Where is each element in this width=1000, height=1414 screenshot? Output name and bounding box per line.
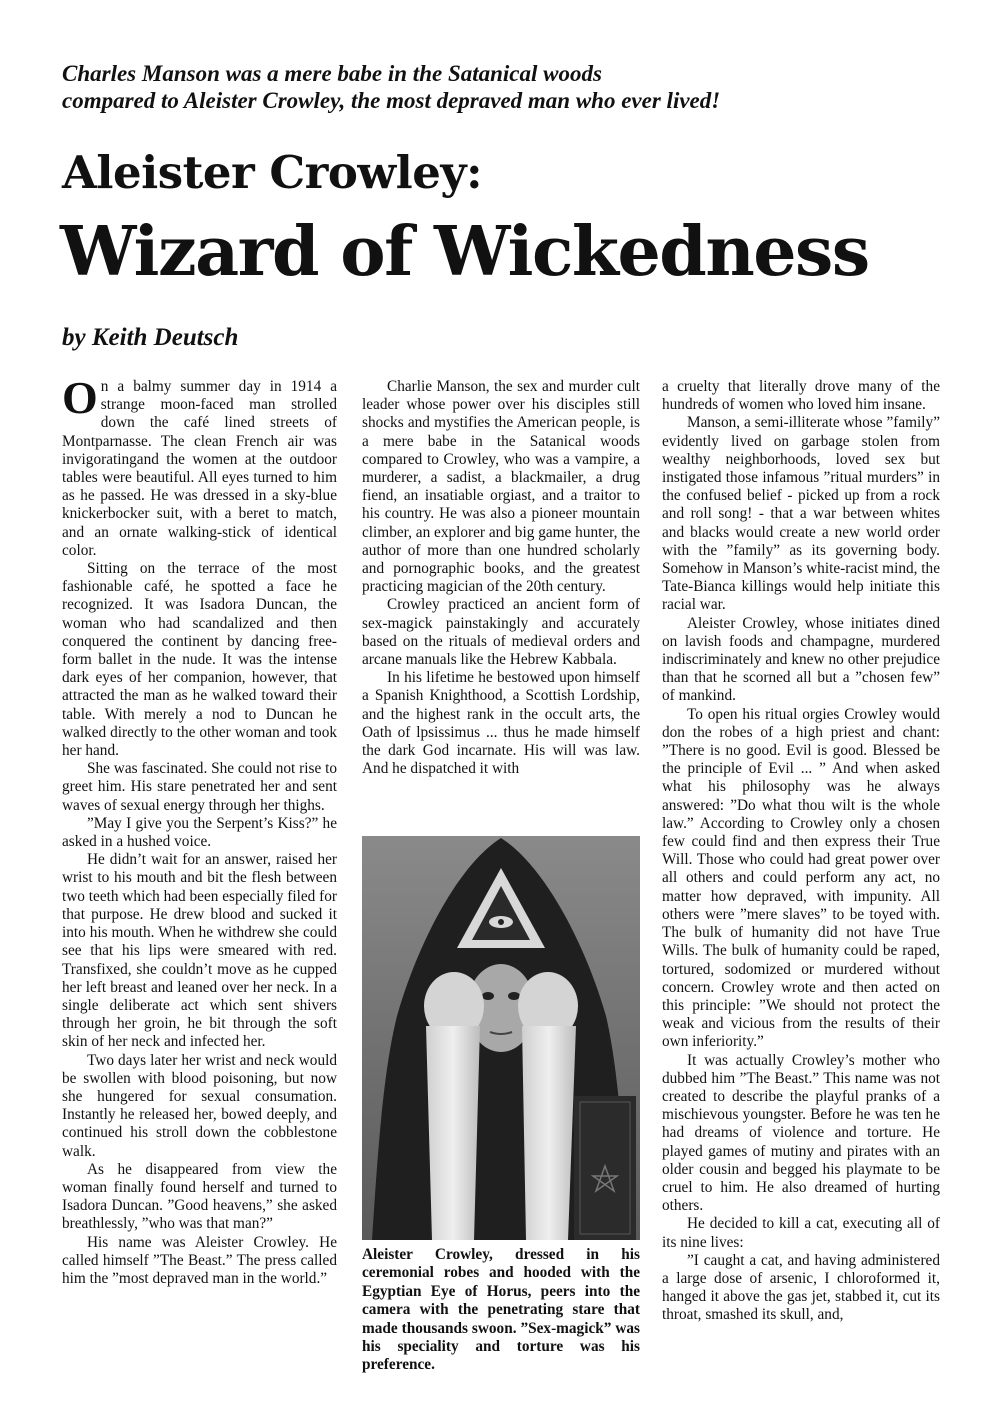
headline-line-1: Aleister Crowley: <box>62 146 483 199</box>
article-column-1 <box>62 372 337 1288</box>
paragraph: Sitting on the terrace of the most fashionable café, he spotted a face he recognized. It was Isadora Duncan, the woman who had scandalized and then conquered the continent by dancing free-form ballet in the nude. It was the intense dark eyes of her companion, however, that attracted the man as he walked toward their table. With merely a nod to Duncan he walked directly to the other woman and took her hand. <box>62 560 337 760</box>
paragraph: a cruelty that literally drove many of the hundreds of women who loved him insane. <box>662 378 940 414</box>
paragraph: ”I caught a cat, and having administered a large dose of arsenic, I chloroformed it, hanged it above the gas jet, stabbed it, cut its throat, smashed its skull, and, <box>662 1251 940 1324</box>
headline-line-2: Wizard of Wickedness <box>60 212 869 292</box>
paragraph: Charlie Manson, the sex and murder cult leader whose power over his disciples still shocks and mystifies the American people, is a mere babe in the Satanical woods compared to Crowley, who was a vampire, a murderer, a sadist, a blackmailer, a drug fiend, an insatiable orgiast, and a traitor to his country. He was also a pioneer mountain climber, an explorer and big game hunter, the author of more than one hundred scholarly and pornographic books, and the greatest practicing magician of the 20th century. <box>362 378 640 596</box>
kicker-line-1: Charles Manson was a mere babe in the Satanical woods <box>62 61 602 86</box>
article-column-3 <box>662 378 940 1325</box>
article-column-2 <box>362 378 640 778</box>
paragraph: Aleister Crowley, whose initiates dined on lavish foods and champagne, murdered indiscriminately and knew no other prejudice than that he scorned all but a ”chosen few” of mankind. <box>662 614 940 705</box>
paragraph: Two days later her wrist and neck would be swollen with blood poisoning, but now she hungered for sexual consumation. Instantly he released her, bowed deeply, and continued his stroll down the cobblestone walk. <box>62 1051 337 1160</box>
paragraph: Manson, a semi-illiterate whose ”family” evidently lived on garbage stolen from wealthy neighborhoods, loved sex but instigated those infamous ”ritual murders” in the confused belief - picked up from a rock and roll song! - that a war between whites and blacks would create a new world order with the ”family” as its governing body. Somehow in Manson’s white-racist mind, the Tate-Bianca killings would help initiate this racial war. <box>662 414 940 614</box>
paragraph: ”May I give you the Serpent’s Kiss?” he asked in a hushed voice. <box>62 814 337 851</box>
paragraph: Crowley practiced an ancient form of sex-magick painstakingly and accurately based on the rituals of medieval orders and arcane manuals like the Hebrew Kabbala. <box>362 596 640 669</box>
kicker <box>62 60 942 114</box>
paragraph: In his lifetime he bestowed upon himself a Spanish Knighthood, a Scottish Lordship, and the highest rank in the occult arts, the Oath of lpsissimus ... thus he made himself the dark God incarnate. His will was law. And he dispatched it with <box>362 669 640 778</box>
drop-cap: O <box>62 372 98 423</box>
paragraph: To open his ritual orgies Crowley would don the robes of a high priest and chant: ”There is no good. Evil is good. Blessed be the principle of Evil ... ” And when asked what his philosophy was he always answered: ”Do what thou wilt is the whole law.” According to Crowley only a chosen few could find and then express their True Will. Those who could had great power over all others and could perform any act, no matter how depraved, with impunity. All others were ”mere slaves” to be toyed with. The bulk of humanity did not have True Wills. The bulk of humanity could be raped, tortured, sodomized or murdered without concern. Crowley wrote and then acted on this principle: ”We should not protect the weak and vicious from the results of their own inferiority.” <box>662 705 940 1051</box>
paragraph-text: n a balmy summer day in 1914 a strange moon-faced man strolled down the café lined streets of Montparnasse. The clean French air was invigoratingand the women at the outdoor tables were beautiful. All eyes turned to him as he passed. He was dressed in a sky-blue knickerbocker suit, with a beret to match, and an ornate walking-stick of identical color. <box>62 378 337 559</box>
paragraph: She was fascinated. She could not rise to greet him. His stare penetrated her and sent waves of sexual energy through her thighs. <box>62 760 337 814</box>
paragraph: He didn’t wait for an answer, raised her wrist to his mouth and bit the flesh between two teeth which had been especially filed for that purpose. He drew blood and sucked it into his mouth. When he withdrew she could see that his lips were smeared with red. Transfixed, she couldn’t move as he cupped her left breast and leaned over her neck. In a single deliberate act which sent shivers through her groin, he bit through the soft skin of her neck and infected her. <box>62 851 337 1051</box>
paragraph: He decided to kill a cat, executing all of its nine lives: <box>662 1215 940 1251</box>
paragraph: It was actually Crowley’s mother who dubbed him ”The Beast.” This name was not created to describe the playful pranks of a mischievous youngster. Before he was ten he had dreams of violence and torture. He played games of mutiny and pirates with an older cousin and begged his playmate to be cruel to him. He also dreamed of hurting others. <box>662 1051 940 1215</box>
photo-caption: Aleister Crowley, dressed in his ceremonial robes and hooded with the Egyptian Eye of Horus, peers into the camera with the penetrating stare that made thousands swoon. ”Sex-magick” was his speciality and torture was his preference. <box>362 1246 640 1374</box>
paragraph: As he disappeared from view the woman finally found herself and turned to Isadora Duncan. ”Good heavens,” she asked breathlessly, ”who was that man?” <box>62 1160 337 1233</box>
paragraph <box>62 372 337 560</box>
byline: by Keith Deutsch <box>62 324 239 351</box>
crowley-photo <box>362 836 640 1240</box>
paragraph: His name was Aleister Crowley. He called himself ”The Beast.” The press called him the ”most depraved man in the world.” <box>62 1233 337 1287</box>
kicker-line-2: compared to Aleister Crowley, the most depraved man who ever lived! <box>62 88 721 113</box>
